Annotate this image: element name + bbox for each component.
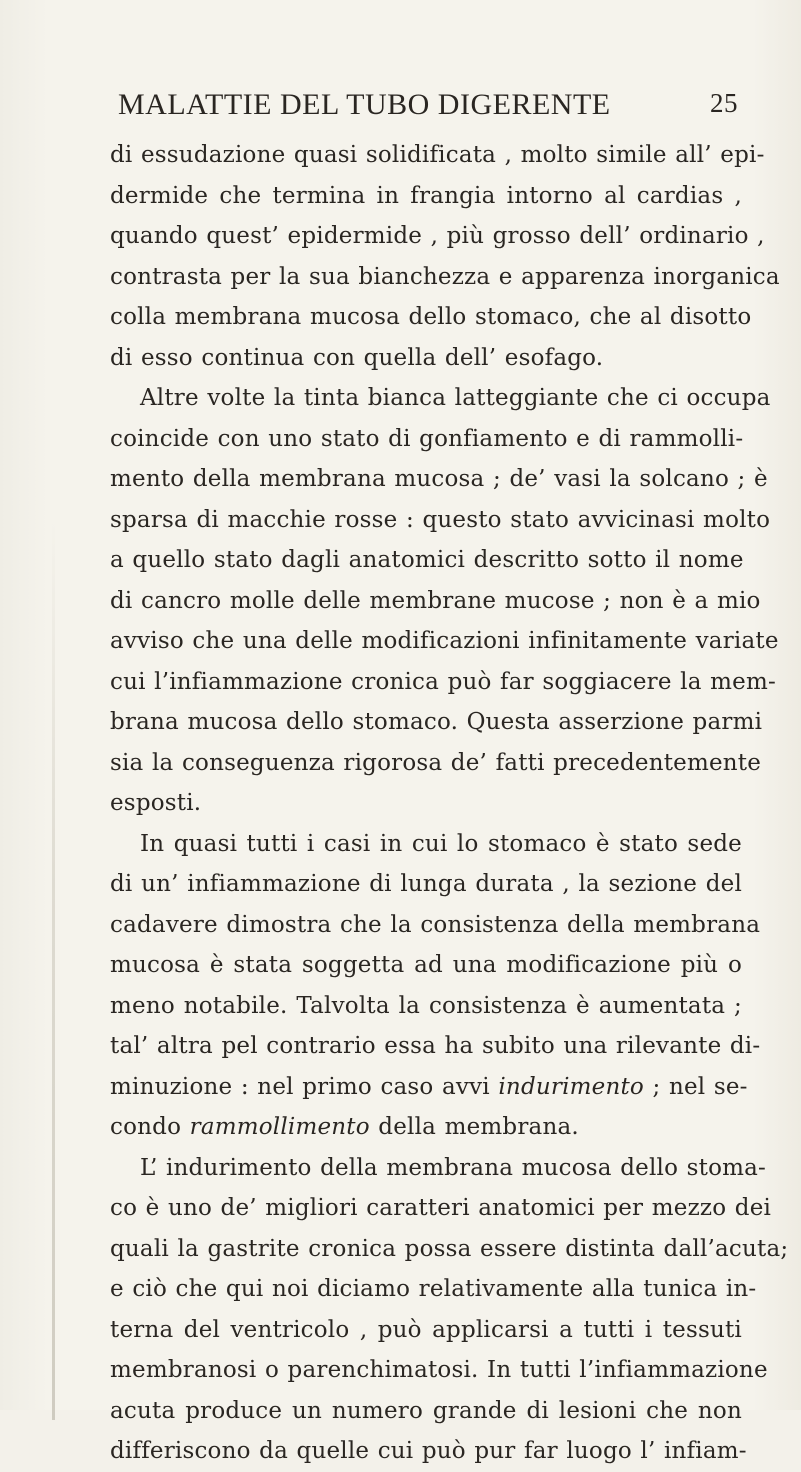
text-line bbox=[110, 905, 761, 946]
italic-term: rammollimento bbox=[189, 1114, 370, 1140]
text-segment: quali la gastrite cronica possa essere distinta dall’acuta; bbox=[110, 1235, 789, 1262]
text-segment: e ciò che qui noi diciamo relativamente alla tunica in- bbox=[110, 1276, 757, 1302]
text-segment: differiscono da quelle cui può pur far luogo l’ infiam- bbox=[110, 1438, 747, 1464]
text-segment: quando quest’ epidermide , più grosso dell’ ordinario , bbox=[110, 223, 765, 249]
text-line bbox=[110, 1269, 757, 1310]
text-line bbox=[110, 1067, 748, 1108]
text-line bbox=[110, 824, 742, 865]
text-line bbox=[110, 135, 765, 176]
text-segment: avviso che una delle modificazioni infinitamente variate bbox=[110, 628, 779, 654]
text-segment: di un’ infiammazione di lunga durata , la sezione del bbox=[110, 871, 742, 897]
text-line bbox=[110, 1431, 747, 1472]
text-line bbox=[110, 1148, 767, 1189]
text-line bbox=[110, 500, 771, 541]
text-segment: colla membrana mucosa dello stomaco, che al disotto bbox=[110, 304, 752, 330]
text-segment: sia la conseguenza rigorosa de’ fatti precedentemente bbox=[110, 749, 762, 776]
text-line bbox=[110, 176, 742, 217]
text-line bbox=[110, 621, 779, 662]
page-edge-shadow bbox=[52, 520, 55, 1420]
text-segment: membranosi o parenchimatosi. In tutti l’infiammazione bbox=[110, 1357, 768, 1383]
text-segment: acuta produce un numero grande di lesioni che non bbox=[110, 1397, 742, 1424]
text-line bbox=[110, 1107, 742, 1148]
text-segment: di cancro molle delle membrane mucose ; non è a mio bbox=[110, 587, 761, 614]
text-segment: tal’ altra pel contrario essa ha subito una rilevante di- bbox=[110, 1033, 761, 1059]
text-line bbox=[110, 1026, 761, 1067]
text-line bbox=[110, 1229, 789, 1270]
text-line bbox=[110, 743, 762, 784]
text-segment: sparsa di macchie rosse : questo stato avvicinasi molto bbox=[110, 506, 771, 533]
text-segment: di esso continua con quella dell’ esofago. bbox=[110, 344, 604, 371]
text-line bbox=[110, 986, 742, 1027]
text-segment: meno notabile. Talvolta la consistenza è aumentata ; bbox=[110, 992, 742, 1019]
text-segment: mucosa è stata soggetta ad una modificazione più o bbox=[110, 952, 742, 978]
text-line bbox=[110, 216, 765, 257]
text-line bbox=[110, 297, 752, 338]
page-header bbox=[118, 88, 738, 128]
text-segment: di essudazione quasi solidificata , molto simile all’ epi- bbox=[110, 142, 765, 168]
text-segment: coincide con uno stato di gonfiamento e di rammolli- bbox=[110, 425, 744, 452]
text-line bbox=[110, 783, 742, 824]
text-segment: Altre volte la tinta bianca latteggiante che ci occupa bbox=[140, 385, 771, 411]
text-line bbox=[110, 864, 742, 905]
text-segment: mento della membrana mucosa ; de’ vasi la solcano ; è bbox=[110, 466, 768, 492]
page-number: 25 bbox=[710, 88, 738, 118]
text-segment: terna del ventricolo , può applicarsi a tutti i tessuti bbox=[110, 1316, 742, 1343]
text-line bbox=[110, 459, 768, 500]
text-line bbox=[110, 1310, 742, 1351]
text-segment: In quasi tutti i casi in cui lo stomaco è stato sede bbox=[140, 830, 742, 857]
italic-term: indurimento bbox=[498, 1073, 644, 1100]
text-segment: cui l’infiammazione cronica può far soggiacere la mem- bbox=[110, 668, 776, 695]
text-line bbox=[110, 378, 771, 419]
text-segment: minuzione : nel primo caso avvi bbox=[110, 1073, 499, 1100]
text-segment: a quello stato dagli anatomici descritto sotto il nome bbox=[110, 547, 744, 573]
text-segment: L’ indurimento della membrana mucosa dello stoma- bbox=[140, 1154, 767, 1181]
text-line bbox=[110, 702, 763, 743]
text-line bbox=[110, 1188, 772, 1229]
text-line bbox=[110, 662, 776, 703]
text-segment: della membrana. bbox=[369, 1114, 579, 1140]
text-line bbox=[110, 257, 780, 298]
text-segment: brana mucosa dello stomaco. Questa asserzione parmi bbox=[110, 709, 763, 735]
text-line bbox=[110, 1391, 742, 1432]
text-segment: dermide che termina in frangia intorno al cardias , bbox=[110, 182, 742, 209]
text-segment: condo bbox=[110, 1114, 190, 1140]
text-line bbox=[110, 419, 742, 460]
text-segment: co è uno de’ migliori caratteri anatomici per mezzo dei bbox=[110, 1195, 772, 1221]
text-segment: esposti. bbox=[110, 790, 202, 816]
text-segment: contrasta per la sua bianchezza e apparenza inorganica bbox=[110, 263, 780, 290]
body-text bbox=[110, 135, 789, 1472]
text-segment: cadavere dimostra che la consistenza della membrana bbox=[110, 911, 761, 938]
text-line bbox=[110, 945, 742, 986]
text-line bbox=[110, 338, 742, 379]
text-segment: ; nel se- bbox=[643, 1073, 748, 1100]
text-line bbox=[110, 1350, 768, 1391]
running-title: MALATTIE DEL TUBO DIGERENTE bbox=[118, 88, 611, 121]
text-line bbox=[110, 581, 761, 622]
text-line bbox=[110, 540, 742, 581]
